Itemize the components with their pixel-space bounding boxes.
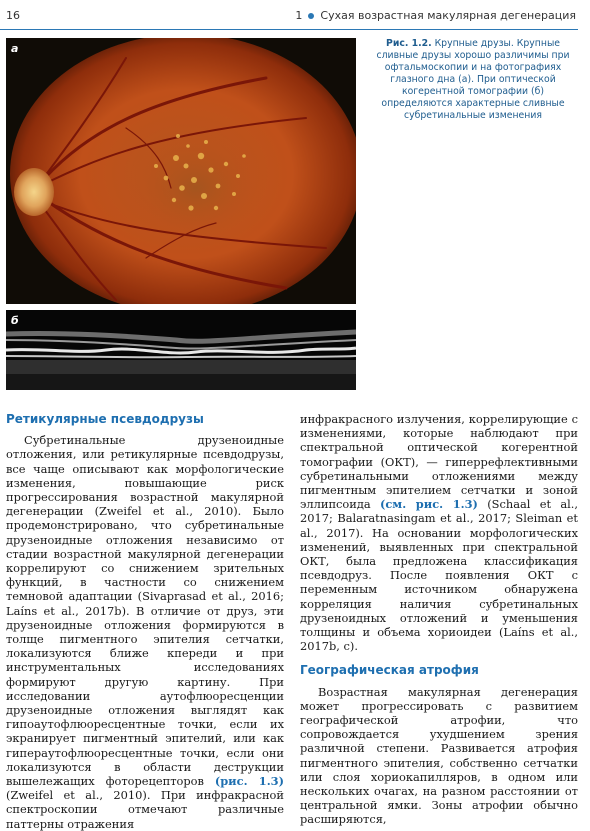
figure-reference-link[interactable]: (см. рис. 1.3): [379, 497, 478, 512]
body-paragraph-atrophy: Возрастная макулярная дегенерация может прогрессировать с развитием географической атрофии, что сопровождается ухудшением зрения различной степени. Развивается атрофия пигментного эпителия, собственно сетчатки или слоя хориокапилляров, в одном или нескольких очагах, на разном расстоянии от центральной ямки. Зоны атрофии обычно расширяются,: [300, 684, 578, 827]
body-paragraph: [6, 433, 284, 831]
section-heading-pseudodrusen: Ретикулярные псевдодрузы: [6, 412, 204, 426]
oct-scan: [6, 310, 356, 390]
left-column: [6, 412, 284, 831]
section-heading-geographic-atrophy: Географическая атрофия: [300, 663, 479, 678]
body-paragraph-continued: [300, 412, 578, 653]
chapter-title: Сухая возрастная макулярная дегенерация: [320, 9, 576, 22]
chapter-number: 1: [295, 9, 303, 22]
page-header: [0, 0, 590, 30]
paragraph-text-end: (Schaal et al., 2017; Balaratnasingam et al., 2017; Sleiman et al., 2017). На основании морфологических изменений, выявленных при спектральной ОКТ, была предложена классификация псевдодруз. После появления ОКТ с переменным источником обнаружена корреляция наличия субретинальных друзеноидных отложений и уменьшения толщины и объема хориоидеи (Laíns et al., 2017b, c).: [300, 497, 579, 654]
running-head: [295, 9, 576, 22]
panel-b-label: б: [11, 314, 19, 327]
bullet-icon: [308, 13, 314, 19]
fundus-illustration: [6, 38, 356, 304]
panel-a-label: а: [11, 42, 19, 55]
paragraph-text: Субретинальные друзеноидные отложения, или ретикулярные псевдодрузы, все чаще описывают как морфологические изменения, повышающие риск прогрессирования возрастной макулярной дегенерации (Zweifel et al., 2010). Было продемонстрировано, что субретинальные друзеноидные отложения независимо от стадии возрастной макулярной дегенерации коррелируют со снижением зрительных функций, в частности со снижением темновой адаптации (Sivaprasad et al., 2016; Laíns et al., 2017b). В отличие от друз, эти друзеноидные отложения формируются в толще пигментного эпителия сетчатки, локализуются ближе кпереди и при инструментальных исследованиях формируют другую картину. При исследовании аутофлюоресценции друзеноидные отложения выглядят как гипоаутофлюоресцентные точки, если их экранирует пигментный эпителий, или как гипераутофлюоресцентные точки, если они локализуются в области деструкции вышележащих фоторецепторов: [6, 433, 284, 789]
caption-label: Рис. 1.2.: [386, 38, 432, 49]
right-column: [300, 412, 578, 827]
oct-illustration: [6, 310, 356, 390]
figure-reference-link[interactable]: (рис. 1.3): [214, 774, 284, 789]
figure-caption: [370, 38, 576, 122]
caption-text: Крупные друзы. Крупные сливные друзы хорошо различимы при офтальмоскопии и на фотографиях глазного дна (а). При оптической когерентной томографии (б) определяются характерные сливные субретинальные изменения: [376, 38, 570, 121]
page-number: 16: [6, 9, 20, 22]
paragraph-text: инфракрасного излучения, коррелирующие с изменениями, которые наблюдают при спектральной оптической когерентной томографии (ОКТ), — гиперрефлективными субретинальными отложениями между пигментным эпителием сетчатки и зоной эллипсоида: [300, 412, 578, 512]
fundus-photo: [6, 38, 356, 304]
header-rule: [0, 29, 578, 30]
paragraph-text-end: (Zweifel et al., 2010). При инфракрасной спектроскопии отмечают различные паттерны отражения: [6, 788, 284, 831]
